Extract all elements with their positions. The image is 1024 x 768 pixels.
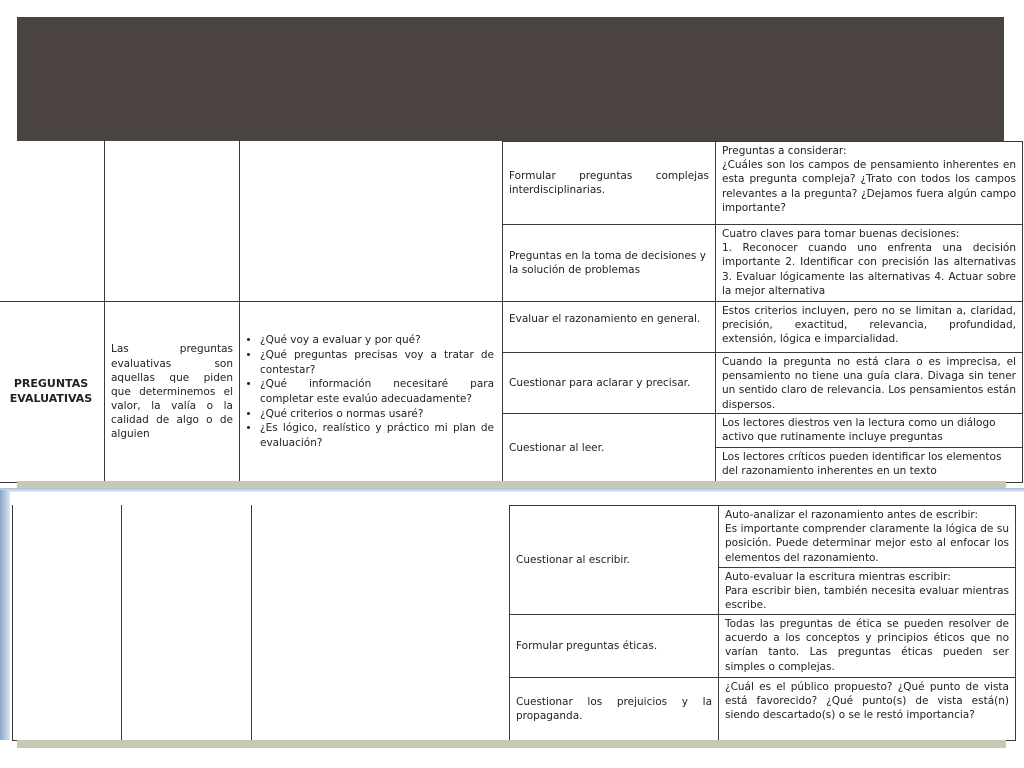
table-row-type: Cuestionar al leer. [502,413,716,483]
upper-empty-col1-top [0,141,105,302]
list-item: • ¿Qué criterios o normas usaré? [260,407,494,422]
table-row-detail: Auto-analizar el razonamiento antes de escribir: Es importante comprender claramente la lógica de su posición. Puede determinar mejor esto al enfocar los elementos del razonamiento. [718,505,1016,568]
slide-edge-top [0,488,1024,492]
row-group-label: PREGUNTAS EVALUATIVAS [0,301,105,483]
table-row-detail: Cuatro claves para tomar buenas decisiones: 1. Reconocer cuando uno enfrenta una decisión importante 2. Identificar con precisión las alternativas 3. Evaluar lógicamente las alternativas 4. Actuar sobre la mejor alternativa [715,224,1023,302]
table-row-detail: Los lectores diestros ven la lectura como un diálogo activo que rutinamente incluye preguntas [715,413,1023,448]
lower-empty-col2 [121,505,252,741]
slide-edge-left [0,490,10,740]
table-row-type: Cuestionar para aclarar y precisar. [502,352,716,414]
title-banner [17,17,1004,141]
table-row-type: Cuestionar al escribir. [509,505,719,615]
questions-list [244,333,494,451]
upper-empty-col2-top [104,141,240,302]
table-row-type: Formular preguntas éticas. [509,614,719,678]
list-item: • ¿Es lógico, realístico y práctico mi plan de evaluación? [260,421,494,450]
list-item: • ¿Qué voy a evaluar y por qué? [260,333,494,348]
table-row-type: Preguntas en la toma de decisiones y la solución de problemas [502,224,716,302]
table-row-detail: Cuando la pregunta no está clara o es imprecisa, el pensamiento no tiene una guía clara. Divaga sin tener un sentido claro de relevancia. Los pensamientos están dispersos. [715,352,1023,414]
definition-cell: Las preguntas evaluativas son aquellas que piden que determinemos el valor, la valía o la calidad de algo o de alguien [104,301,240,483]
table-row-detail: Los lectores críticos pueden identificar los elementos del razonamiento inherentes en un texto [715,447,1023,483]
upper-empty-col3-top [239,141,503,302]
table-row-detail: Preguntas a considerar: ¿Cuáles son los campos de pensamiento inherentes en esta pregunta compleja? ¿Trato con todos los campos relevantes a la pregunta? ¿Dejamos fuera algún campo importante? [715,141,1023,225]
table-row-type: Evaluar el razonamiento en general. [502,301,716,353]
table-row-detail: Estos criterios incluyen, pero no se limitan a, claridad, precisión, exactitud, relevancia, profundidad, extensión, lógica e imparcialidad. [715,301,1023,353]
lower-empty-col3 [251,505,510,741]
list-item: • ¿Qué información necesitaré para completar este evalúo adecuadamente? [260,377,494,406]
questions-cell [239,301,503,483]
divider-band [17,481,1006,488]
table-row-type: Cuestionar los prejuicios y la propaganda. [509,677,719,741]
divider-band-bottom [17,740,1006,748]
table-row-detail: Auto-evaluar la escritura mientras escribir: Para escribir bien, también necesita evaluar mientras escribe. [718,567,1016,615]
table-row-detail: ¿Cuál es el público propuesto? ¿Qué punto de vista está favorecido? ¿Qué punto(s) de vista está(n) siendo descartado(s) o se le restó importancia? [718,677,1016,741]
lower-empty-col1 [12,505,122,741]
list-item: • ¿Qué preguntas precisas voy a tratar de contestar? [260,348,494,377]
table-row-type: Formular preguntas complejas interdisciplinarias. [502,141,716,225]
table-row-detail: Todas las preguntas de ética se pueden resolver de acuerdo a los conceptos y principios éticos que no varían tanto. Las preguntas éticas pueden ser simples o complejas. [718,614,1016,678]
